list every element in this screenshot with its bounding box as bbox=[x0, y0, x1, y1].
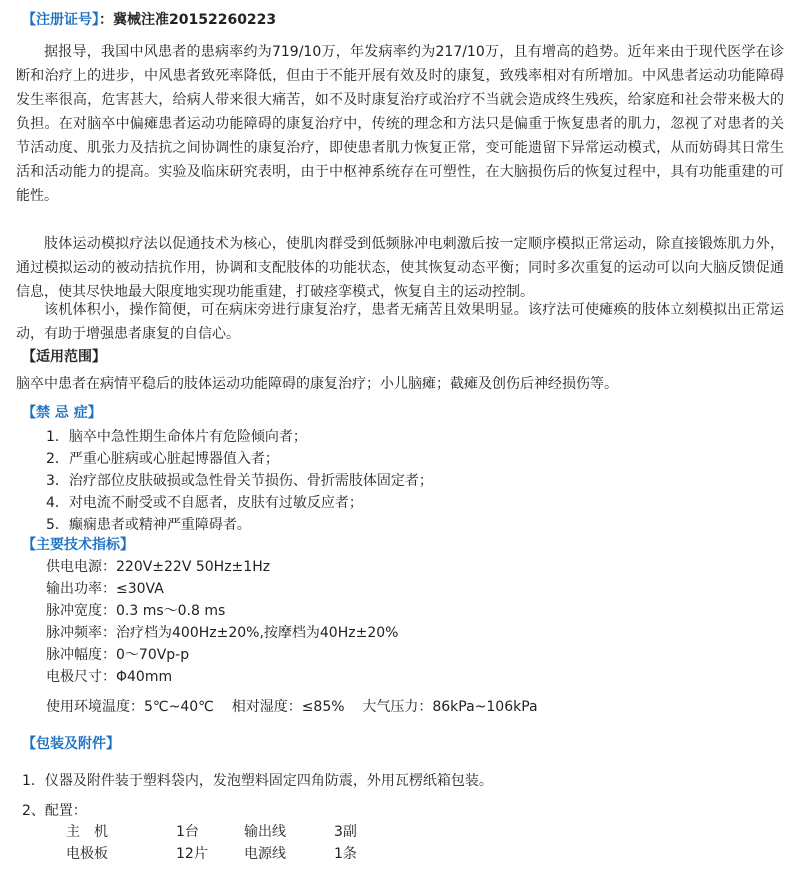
contraindications-title: 【禁 忌 症】 bbox=[22, 405, 102, 421]
config-cell: 主 机 bbox=[66, 824, 108, 840]
contraindication-item: 2．严重心脏病或心脏起博器值入者； bbox=[46, 451, 279, 467]
contraindication-item: 5．癫痫患者或精神严重障碍者。 bbox=[46, 517, 251, 533]
contraindication-item: 3．治疗部位皮肤破损或急性骨关节损伤、骨折需肢体固定者； bbox=[46, 473, 433, 489]
config-row bbox=[66, 820, 357, 842]
registration-label: 【注册证号】 bbox=[22, 12, 99, 28]
spec-item: 供电电源：220V±22V 50Hz±1Hz bbox=[46, 559, 271, 575]
registration-number: 冀械注准20152260223 bbox=[113, 12, 277, 28]
intro-paragraph-1: 据报导，我国中风患者的患病率约为719/10万，年发病率约为217/10万，且有增高的趋势。近年来由于现代医学在诊断和治疗上的进步，中风患者致死率降低，但由于不能开展有效及时的康复，致残率相对有所增加。中风患者运动功能障碍发生率很高，危害甚大，给病人带来很大痛苦，如不及时康复治疗或治疗不当就会造成终生残疾，给家庭和社会带来极大的负担。在对脑卒中偏瘫患者运动功能障碍的康复治疗中，传统的理念和方法只是偏重于恢复患者的肌力，忽视了对患者的关节活动度、肌张力及拮抗之间协调性的康复治疗，即使患者肌力恢复正常，变可能遗留下异常运动模式，从而妨碍其日常生活和活动能力的提高。实验及临床研究表明，由于中枢神系统存在可塑性，在大脑损伤后的恢复过程中，具有功能重建的可能性。 bbox=[16, 44, 784, 204]
spec-item: 脉冲频率：治疗档为400Hz±20%,按摩档为40Hz±20% bbox=[46, 625, 399, 641]
packaging-title: 【包装及附件】 bbox=[22, 736, 120, 752]
scope-title: 【适用范围】 bbox=[22, 349, 106, 365]
spec-item: 输出功率：≤30VA bbox=[46, 581, 164, 597]
config-cell: 1条 bbox=[334, 846, 357, 862]
config-table bbox=[66, 820, 357, 864]
config-cell: 1台 bbox=[176, 824, 199, 840]
contraindication-item: 1．脑卒中急性期生命体片有危险倾向者； bbox=[46, 429, 307, 445]
config-cell: 电源线 bbox=[244, 846, 286, 862]
packaging-item-1: 1．仪器及附件装于塑料袋内，发泡塑料固定四角防震，外用瓦楞纸箱包装。 bbox=[22, 773, 493, 789]
spec-environment: 使用环境温度：5℃~40℃ 相对湿度：≤85% 大气压力：86kPa~106kPa bbox=[46, 699, 538, 715]
packaging-config-label: 2、配置： bbox=[22, 803, 87, 819]
config-cell: 输出线 bbox=[244, 824, 286, 840]
config-row bbox=[66, 842, 357, 864]
config-cell: 12片 bbox=[176, 846, 208, 862]
config-cell: 3副 bbox=[334, 824, 357, 840]
spec-item: 电极尺寸：Φ40mm bbox=[46, 669, 173, 685]
specs-title: 【主要技术指标】 bbox=[22, 537, 134, 553]
contraindication-item: 4．对电流不耐受或不自愿者，皮肤有过敏反应者； bbox=[46, 495, 363, 511]
registration-sep: ： bbox=[99, 12, 113, 28]
scope-text: 脑卒中患者在病情平稳后的肢体运动功能障碍的康复治疗；小儿脑瘫；截瘫及创伤后神经损伤等。 bbox=[16, 376, 618, 392]
intro-paragraph-3: 该机体积小，操作简便，可在病床旁进行康复治疗，患者无痛苦且效果明显。该疗法可使瘫痪的肢体立刻模拟出正常运动，有助于增强患者康复的自信心。 bbox=[16, 302, 784, 342]
config-cell: 电极板 bbox=[66, 846, 108, 862]
spec-item: 脉冲宽度：0.3 ms～0.8 ms bbox=[46, 603, 226, 619]
intro-paragraph-2: 肢体运动模拟疗法以促通技术为核心，使肌肉群受到低频脉冲电刺激后按一定顺序模拟正常运动，除直接锻炼肌力外，通过模拟运动的被动拮抗作用，协调和支配肢体的功能状态，使其恢复动态平衡；同时多次重复的运动可以向大脑反馈促通信息，使其尽快地最大限度地实现功能重建，打破痉挛模式，恢复自主的运动控制。 bbox=[16, 236, 784, 300]
registration-line bbox=[22, 9, 276, 29]
spec-item: 脉冲幅度：0～70Vp-p bbox=[46, 647, 190, 663]
